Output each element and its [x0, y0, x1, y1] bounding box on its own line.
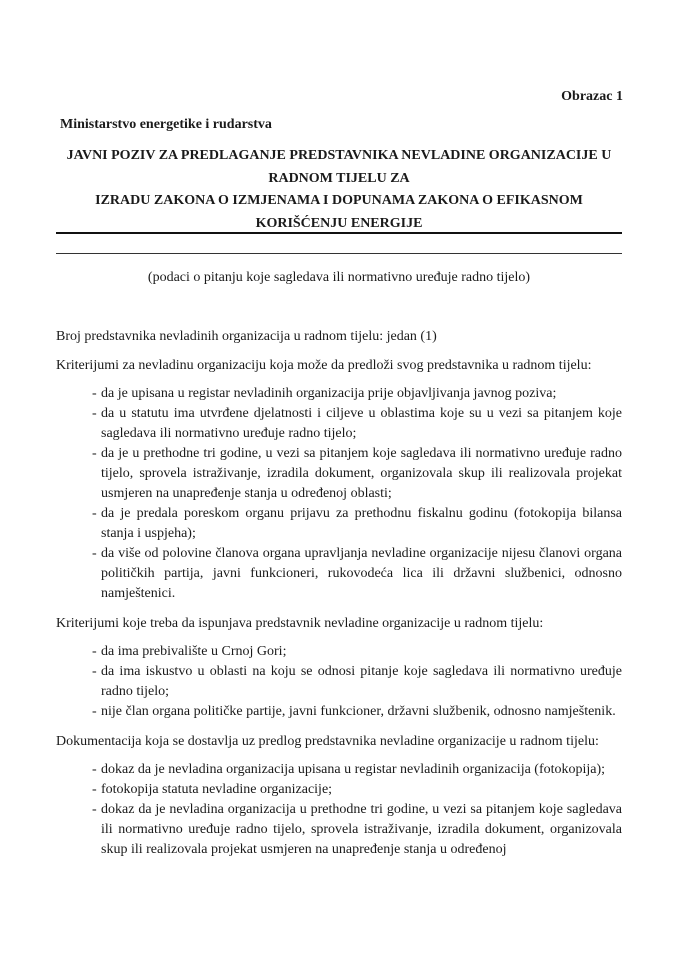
list-item-text: dokaz da je nevladina organizacija u prethodne tri godine, u vezi sa pitanjem koje sagledava ili normativno uređuje radno tijelo, sprovela istraživanje, izradila dokument, organizovala skup ili realizovala projekat usmjeren na unapređenje stanja u određenoj	[101, 802, 622, 857]
list-item	[92, 662, 622, 702]
title-line: IZRADU ZAKONA O IZMJENAMA I DOPUNAMA ZAKONA O EFIKASNOM	[95, 193, 583, 208]
representatives-count: Broj predstavnika nevladinih organizacija u radnom tijelu: jedan (1)	[56, 329, 437, 344]
dash-bullet: -	[92, 644, 97, 659]
list-item	[92, 780, 622, 800]
ngo-criteria-heading: Kriterijumi za nevladinu organizaciju koja može da predloži svog predstavnika u radnom tijelu:	[56, 358, 592, 373]
list-item-text: nije član organa političke partije, javni funkcioner, državni službenik, odnosno namještenik.	[101, 704, 616, 719]
representative-criteria-heading: Kriterijumi koje treba da ispunjava predstavnik nevladine organizacije u radnom tijelu:	[56, 616, 544, 631]
dash-bullet: -	[92, 506, 97, 521]
documentation-list	[56, 760, 622, 860]
dash-bullet: -	[92, 406, 97, 421]
dash-bullet: -	[92, 446, 97, 461]
dash-bullet: -	[92, 704, 97, 719]
list-item-text: da više od polovine članova organa upravljanja nevladine organizacije nijesu članovi organa političkih partija, javni funkcioneri, rukovodeća lica ili državni službenici, odnosno namještenici.	[101, 546, 622, 601]
title-underline	[56, 232, 622, 234]
dash-bullet: -	[92, 546, 97, 561]
dash-bullet: -	[92, 782, 97, 797]
list-item-text: dokaz da je nevladina organizacija upisana u registar nevladinih organizacija (fotokopija);	[101, 762, 606, 777]
ministry-name: Ministarstvo energetike i rudarstva	[60, 117, 272, 132]
list-item-text: da je predala poreskom organu prijavu za prethodnu fiskalnu godinu (fotokopija bilansa stanja i uspjeha);	[101, 506, 622, 541]
document-body	[56, 327, 622, 870]
document-title	[56, 145, 622, 235]
list-item	[92, 702, 622, 722]
list-item	[92, 642, 622, 662]
list-item-text: fotokopija statuta nevladine organizacije;	[101, 782, 333, 797]
title-line: JAVNI POZIV ZA PREDLAGANJE PREDSTAVNIKA NEVLADINE ORGANIZACIJE U	[66, 148, 612, 163]
subject-note: (podaci o pitanju koje sagledava ili normativno uređuje radno tijelo)	[147, 270, 531, 285]
dash-bullet: -	[92, 762, 97, 777]
representative-criteria-list	[56, 642, 622, 722]
list-item	[92, 544, 622, 604]
dash-bullet: -	[92, 386, 97, 401]
list-item-text: da ima prebivalište u Crnoj Gori;	[101, 644, 287, 659]
list-item	[92, 404, 622, 444]
dash-bullet: -	[92, 664, 97, 679]
ngo-criteria-list	[56, 384, 622, 604]
list-item	[92, 444, 622, 504]
list-item-text: da je u prethodne tri godine, u vezi sa pitanjem koje sagledava ili normativno uređuje radno tijelo, sprovela istraživanje, izradila dokument, organizovala skup ili realizovala projekat usmjeren na unapređenje stanja u određenoj oblasti;	[101, 446, 622, 501]
dash-bullet: -	[92, 802, 97, 817]
list-item-text: da ima iskustvo u oblasti na koju se odnosi pitanje koje sagledava ili normativno uređuje radno tijelo;	[101, 664, 622, 699]
list-item	[92, 760, 622, 780]
documentation-heading: Dokumentacija koja se dostavlja uz predlog predstavnika nevladine organizacije u radnom tijelu:	[56, 734, 599, 749]
list-item-text: da u statutu ima utvrđene djelatnosti i ciljeve u oblastima koje su u vezi sa pitanjem koje sagledava ili normativno uređuje radno tijelo;	[101, 406, 622, 441]
list-item	[92, 504, 622, 544]
form-label: Obrazac 1	[561, 89, 623, 104]
title-line: RADNOM TIJELU ZA	[268, 170, 410, 186]
blank-fill-line	[56, 253, 622, 254]
list-item	[92, 800, 622, 860]
list-item-text: da je upisana u registar nevladinih organizacija prije objavljivanja javnog poziva;	[101, 386, 557, 401]
list-item	[92, 384, 622, 404]
title-line: KORIŠĆENJU ENERGIJE	[255, 215, 423, 231]
